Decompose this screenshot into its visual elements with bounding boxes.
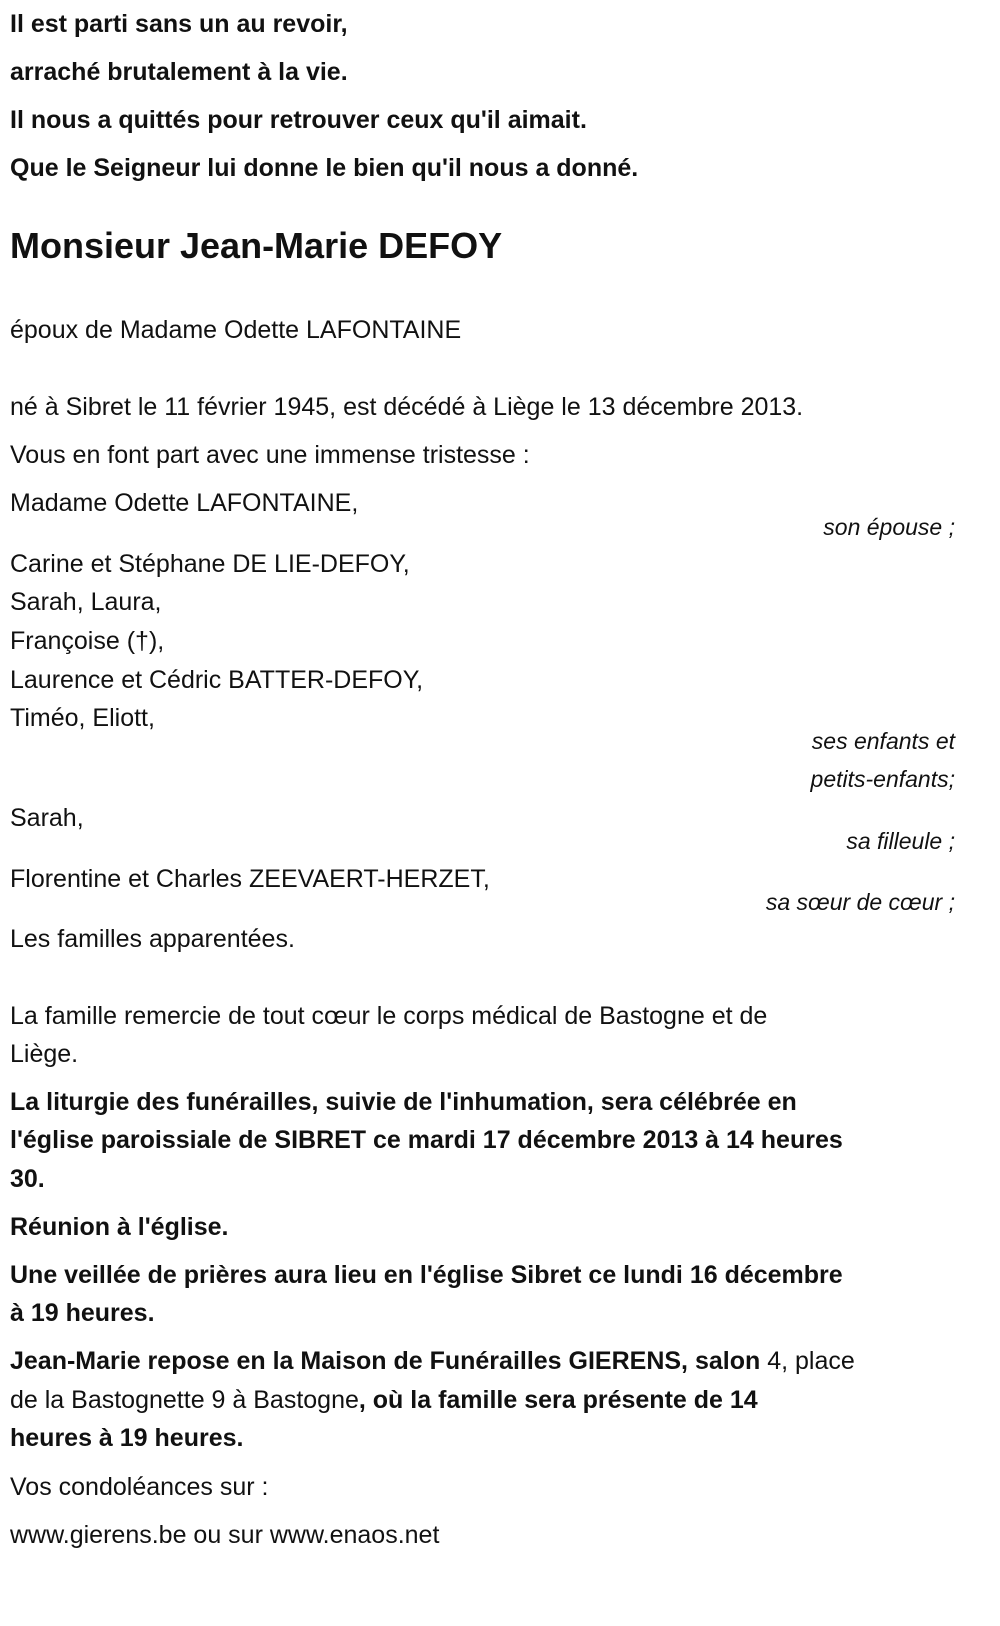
family-child: Carine et Stéphane DE LIE-DEFOY, xyxy=(10,550,410,578)
rest-address: de la Bastognette 9 à Bastogne xyxy=(10,1386,359,1414)
announcement: Vous en font part avec une immense tristesse : xyxy=(10,441,530,469)
poem-line: Il nous a quittés pour retrouver ceux qu'il aimait. xyxy=(10,106,587,134)
liturgy-line: 30. xyxy=(10,1165,45,1193)
meeting-line: Réunion à l'église. xyxy=(10,1213,229,1241)
family-sister: Florentine et Charles ZEEVAERT-HERZET, xyxy=(10,865,490,893)
vigil-line: Une veillée de prières aura lieu en l'église Sibret ce lundi 16 décembre xyxy=(10,1261,843,1289)
spouse-line: époux de Madame Odette LAFONTAINE xyxy=(10,316,462,344)
birth-death-line: né à Sibret le 11 février 1945, est décédé à Liège le 13 décembre 2013. xyxy=(10,393,804,421)
poem-line: Que le Seigneur lui donne le bien qu'il nous a donné. xyxy=(10,154,639,182)
thanks-line: La famille remercie de tout cœur le corps médical de Bastogne et de xyxy=(10,1002,768,1030)
family-child: Sarah, Laura, xyxy=(10,588,162,616)
rest-bold: , où la famille sera présente de 14 xyxy=(358,1386,758,1414)
rest-bold: Jean-Marie repose en la Maison de Funérailles GIERENS, salon xyxy=(10,1347,761,1375)
poem-line: arraché brutalement à la vie. xyxy=(10,58,348,86)
rest-address: 4, place xyxy=(760,1347,855,1375)
relation-label: sa sœur de cœur ; xyxy=(765,889,955,915)
rest-line xyxy=(10,1385,758,1415)
family-child: Laurence et Cédric BATTER-DEFOY, xyxy=(10,666,424,694)
vigil-line: à 19 heures. xyxy=(10,1299,155,1327)
poem-line: Il est parti sans un au revoir, xyxy=(10,10,348,38)
liturgy-line: La liturgie des funérailles, suivie de l'inhumation, sera célébrée en xyxy=(10,1088,797,1116)
condolences-links[interactable]: www.gierens.be ou sur www.enaos.net xyxy=(10,1521,440,1549)
rest-line xyxy=(10,1346,855,1376)
relation-label: sa filleule ; xyxy=(846,828,955,854)
relation-label: ses enfants et xyxy=(811,728,955,754)
condolences-label: Vos condoléances sur : xyxy=(10,1473,269,1501)
relation-label: son épouse ; xyxy=(823,514,955,540)
family-goddaughter: Sarah, xyxy=(10,804,84,832)
relation-label: petits-enfants; xyxy=(810,766,955,792)
deceased-name-title: Monsieur Jean-Marie DEFOY xyxy=(10,225,503,266)
liturgy-line: l'église paroissiale de SIBRET ce mardi 17 décembre 2013 à 14 heures xyxy=(10,1126,843,1154)
thanks-line: Liège. xyxy=(10,1040,79,1068)
rest-line: heures à 19 heures. xyxy=(10,1424,244,1452)
family-child: Timéo, Eliott, xyxy=(10,704,155,732)
family-spouse: Madame Odette LAFONTAINE, xyxy=(10,489,359,517)
family-relatives: Les familles apparentées. xyxy=(10,925,295,953)
family-child: Françoise (†), xyxy=(10,627,165,655)
